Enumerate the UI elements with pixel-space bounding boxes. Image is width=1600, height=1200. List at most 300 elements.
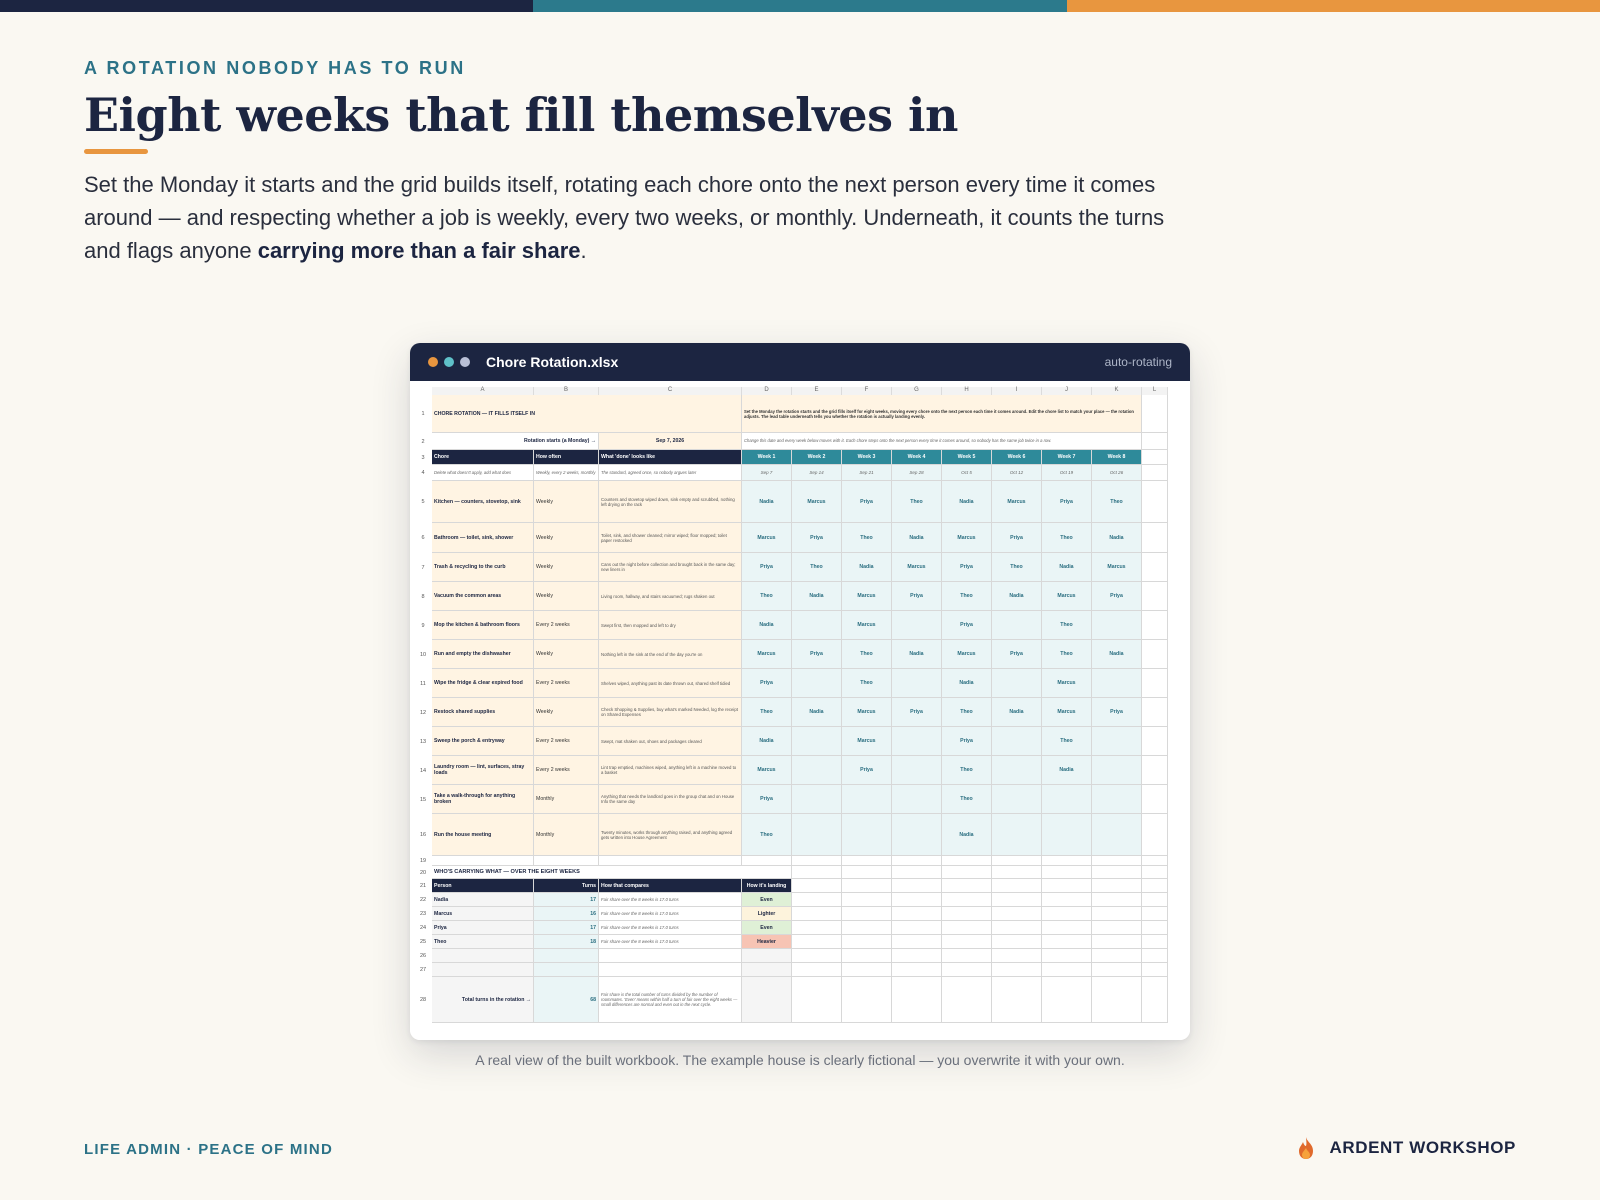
sheet-cell[interactable] bbox=[792, 949, 842, 963]
sheet-intro-note[interactable]: Set the Monday the rotation starts and the grid fills itself for eight weeks, moving every chore onto the next person each time it comes around. Edit the chore list to match your place — the rotation adjusts. The lead table underneath tells you whether the rotation is actually landing evenly. bbox=[742, 395, 1142, 433]
sheet-cell[interactable] bbox=[1042, 977, 1092, 1023]
column-header[interactable]: G bbox=[892, 387, 942, 395]
sheet-cell[interactable] bbox=[1042, 907, 1092, 921]
header-week[interactable]: Week 1 bbox=[742, 450, 792, 465]
row-number[interactable]: 28 bbox=[419, 997, 427, 1003]
start-date-note[interactable]: Change this date and every week below moves with it. Each chore steps onto the next person every time it comes around, so nobody has the same job twice in a row. bbox=[742, 433, 1142, 450]
column-header[interactable]: F bbox=[842, 387, 892, 395]
assignee-cell[interactable]: Priya bbox=[942, 727, 992, 756]
assignee-cell[interactable]: Marcus bbox=[742, 640, 792, 669]
sheet-cell[interactable] bbox=[892, 893, 942, 907]
row-number[interactable]: 23 bbox=[419, 911, 427, 917]
sheet-cell[interactable] bbox=[1042, 856, 1092, 866]
sheet-cell[interactable] bbox=[992, 893, 1042, 907]
week-date[interactable]: Oct 26 bbox=[1092, 465, 1142, 481]
sheet-cell[interactable] bbox=[842, 893, 892, 907]
header-week[interactable]: Week 3 bbox=[842, 450, 892, 465]
assignee-cell[interactable]: Priya bbox=[742, 785, 792, 814]
assignee-cell[interactable]: Theo bbox=[842, 523, 892, 553]
sheet-cell[interactable] bbox=[792, 977, 842, 1023]
sheet-cell[interactable] bbox=[534, 949, 599, 963]
week-date[interactable]: Oct 12 bbox=[992, 465, 1042, 481]
week-date[interactable]: Sep 7 bbox=[742, 465, 792, 481]
sheet-cell[interactable] bbox=[742, 977, 792, 1023]
assignee-cell[interactable]: Theo bbox=[942, 698, 992, 727]
assignee-cell[interactable]: Theo bbox=[1042, 727, 1092, 756]
assignee-cell[interactable]: Nadia bbox=[792, 698, 842, 727]
sheet-cell[interactable] bbox=[1142, 611, 1168, 640]
column-header[interactable]: K bbox=[1092, 387, 1142, 395]
summary-landing[interactable]: Heavier bbox=[742, 935, 792, 949]
row-number[interactable]: 6 bbox=[421, 535, 425, 541]
sheet-cell[interactable] bbox=[1142, 856, 1168, 866]
sheet-cell[interactable] bbox=[992, 977, 1042, 1023]
chore-name[interactable]: Run the house meeting bbox=[432, 814, 534, 856]
sheet-cell[interactable] bbox=[1142, 433, 1168, 450]
assignee-cell[interactable]: Theo bbox=[1042, 640, 1092, 669]
row-number[interactable]: 5 bbox=[421, 499, 425, 505]
chore-standard[interactable]: Counters and stovetop wiped down, sink empty and scrubbed, nothing left drying on the rack bbox=[599, 481, 742, 523]
header-frequency[interactable]: How often bbox=[534, 450, 599, 465]
sheet-cell[interactable] bbox=[599, 949, 742, 963]
sheet-cell[interactable] bbox=[792, 866, 842, 879]
chore-name[interactable]: Take a walk-through for anything broken bbox=[432, 785, 534, 814]
assignee-cell[interactable]: Priya bbox=[942, 611, 992, 640]
assignee-cell[interactable]: Theo bbox=[1042, 523, 1092, 553]
summary-landing[interactable]: Lighter bbox=[742, 907, 792, 921]
assignee-cell[interactable] bbox=[892, 669, 942, 698]
sheet-cell[interactable] bbox=[1142, 949, 1168, 963]
week-date[interactable]: Oct 19 bbox=[1042, 465, 1092, 481]
assignee-cell[interactable] bbox=[992, 669, 1042, 698]
header-week[interactable]: Week 2 bbox=[792, 450, 842, 465]
column-header[interactable]: C bbox=[599, 387, 742, 395]
row-number[interactable]: 8 bbox=[421, 593, 425, 600]
sheet-cell[interactable] bbox=[792, 893, 842, 907]
sheet-cell[interactable] bbox=[792, 963, 842, 977]
assignee-cell[interactable]: Theo bbox=[942, 756, 992, 785]
sheet-cell[interactable] bbox=[1042, 949, 1092, 963]
column-header[interactable]: J bbox=[1042, 387, 1092, 395]
chore-name[interactable]: Bathroom — toilet, sink, shower bbox=[432, 523, 534, 553]
summary-turns[interactable]: 17 bbox=[534, 893, 599, 907]
sheet-cell[interactable] bbox=[842, 949, 892, 963]
chore-frequency[interactable]: Every 2 weeks bbox=[534, 669, 599, 698]
header-week[interactable]: Week 6 bbox=[992, 450, 1042, 465]
sheet-cell[interactable] bbox=[892, 866, 942, 879]
total-turns[interactable]: 68 bbox=[534, 977, 599, 1023]
chore-standard[interactable]: Cans out the night before collection and brought back in the same day; new liners in bbox=[599, 553, 742, 582]
chore-standard[interactable]: Shelves wiped, anything past its date thrown out, shared shelf tidied bbox=[599, 669, 742, 698]
sheet-cell[interactable] bbox=[1092, 856, 1142, 866]
assignee-cell[interactable]: Marcus bbox=[792, 481, 842, 523]
sheet-cell[interactable] bbox=[432, 949, 534, 963]
sheet-cell[interactable] bbox=[792, 921, 842, 935]
sheet-cell[interactable] bbox=[1042, 893, 1092, 907]
sheet-cell[interactable] bbox=[1142, 450, 1168, 465]
sheet-cell[interactable] bbox=[1142, 963, 1168, 977]
summary-header-turns[interactable]: Turns bbox=[534, 879, 599, 893]
chore-standard[interactable]: Check Shopping & Supplies, buy what's marked Needed, log the receipt on Shared Expenses bbox=[599, 698, 742, 727]
total-label[interactable]: Total turns in the rotation → bbox=[432, 977, 534, 1023]
sheet-cell[interactable] bbox=[1142, 582, 1168, 611]
sheet-cell[interactable] bbox=[1142, 640, 1168, 669]
sheet-cell[interactable] bbox=[992, 963, 1042, 977]
sheet-cell[interactable] bbox=[792, 935, 842, 949]
assignee-cell[interactable]: Priya bbox=[992, 640, 1042, 669]
chore-standard[interactable]: Swept, mat shaken out, shoes and packages cleared bbox=[599, 727, 742, 756]
summary-person[interactable]: Theo bbox=[432, 935, 534, 949]
window-dot-teal[interactable] bbox=[444, 357, 454, 367]
sheet-cell[interactable] bbox=[842, 963, 892, 977]
assignee-cell[interactable]: Nadia bbox=[1092, 523, 1142, 553]
assignee-cell[interactable]: Marcus bbox=[842, 727, 892, 756]
assignee-cell[interactable]: Nadia bbox=[842, 553, 892, 582]
chore-frequency[interactable]: Monthly bbox=[534, 785, 599, 814]
row-number[interactable]: 14 bbox=[419, 767, 427, 774]
assignee-cell[interactable] bbox=[1092, 727, 1142, 756]
sheet-cell[interactable] bbox=[892, 977, 942, 1023]
chore-name[interactable]: Vacuum the common areas bbox=[432, 582, 534, 611]
assignee-cell[interactable] bbox=[1042, 814, 1092, 856]
row-number[interactable]: 3 bbox=[421, 454, 425, 461]
assignee-cell[interactable]: Nadia bbox=[792, 582, 842, 611]
chore-frequency[interactable]: Weekly bbox=[534, 698, 599, 727]
summary-person[interactable]: Marcus bbox=[432, 907, 534, 921]
sheet-cell[interactable] bbox=[1092, 935, 1142, 949]
chore-name[interactable]: Mop the kitchen & bathroom floors bbox=[432, 611, 534, 640]
assignee-cell[interactable] bbox=[1092, 814, 1142, 856]
assignee-cell[interactable] bbox=[792, 814, 842, 856]
assignee-cell[interactable]: Nadia bbox=[992, 698, 1042, 727]
assignee-cell[interactable] bbox=[792, 611, 842, 640]
assignee-cell[interactable]: Theo bbox=[1042, 611, 1092, 640]
sheet-cell[interactable] bbox=[842, 866, 892, 879]
spreadsheet-grid[interactable] bbox=[410, 381, 1190, 1040]
row-number[interactable]: 10 bbox=[419, 651, 427, 658]
summary-turns[interactable]: 16 bbox=[534, 907, 599, 921]
sheet-cell[interactable] bbox=[942, 856, 992, 866]
header-done[interactable]: What 'done' looks like bbox=[599, 450, 742, 465]
assignee-cell[interactable]: Nadia bbox=[1042, 553, 1092, 582]
assignee-cell[interactable]: Priya bbox=[1092, 698, 1142, 727]
assignee-cell[interactable]: Marcus bbox=[742, 523, 792, 553]
assignee-cell[interactable]: Priya bbox=[842, 756, 892, 785]
sheet-cell[interactable] bbox=[792, 856, 842, 866]
assignee-cell[interactable]: Nadia bbox=[1092, 640, 1142, 669]
assignee-cell[interactable] bbox=[892, 727, 942, 756]
chore-standard[interactable]: Swept first, then mopped and left to dry bbox=[599, 611, 742, 640]
sheet-cell[interactable] bbox=[1142, 465, 1168, 481]
assignee-cell[interactable]: Marcus bbox=[942, 640, 992, 669]
column-header[interactable]: E bbox=[792, 387, 842, 395]
sheet-cell[interactable] bbox=[1042, 935, 1092, 949]
sheet-cell[interactable] bbox=[992, 921, 1042, 935]
assignee-cell[interactable]: Theo bbox=[892, 481, 942, 523]
sheet-cell[interactable] bbox=[842, 935, 892, 949]
assignee-cell[interactable] bbox=[842, 814, 892, 856]
sheet-cell[interactable] bbox=[534, 963, 599, 977]
sheet-cell[interactable] bbox=[842, 879, 892, 893]
assignee-cell[interactable]: Theo bbox=[842, 640, 892, 669]
sheet-cell[interactable] bbox=[842, 977, 892, 1023]
sheet-cell[interactable] bbox=[742, 866, 792, 879]
chore-name[interactable]: Kitchen — counters, stovetop, sink bbox=[432, 481, 534, 523]
chore-frequency[interactable]: Weekly bbox=[534, 523, 599, 553]
chore-frequency[interactable]: Weekly bbox=[534, 640, 599, 669]
assignee-cell[interactable]: Marcus bbox=[1092, 553, 1142, 582]
assignee-cell[interactable]: Priya bbox=[942, 553, 992, 582]
chore-name[interactable]: Sweep the porch & entryway bbox=[432, 727, 534, 756]
sheet-cell[interactable] bbox=[942, 935, 992, 949]
assignee-cell[interactable]: Marcus bbox=[1042, 698, 1092, 727]
assignee-cell[interactable]: Nadia bbox=[942, 814, 992, 856]
row-number[interactable]: 16 bbox=[419, 832, 427, 838]
window-dot-orange[interactable] bbox=[428, 357, 438, 367]
assignee-cell[interactable]: Marcus bbox=[1042, 582, 1092, 611]
summary-header-landing[interactable]: How it's landing bbox=[742, 879, 792, 893]
column-header[interactable]: A bbox=[432, 387, 534, 395]
assignee-cell[interactable] bbox=[992, 727, 1042, 756]
sheet-cell[interactable] bbox=[1142, 785, 1168, 814]
week-date[interactable]: Sep 21 bbox=[842, 465, 892, 481]
row-number[interactable]: 21 bbox=[419, 883, 427, 889]
row-number[interactable]: 27 bbox=[419, 967, 427, 973]
chore-standard[interactable]: Anything that needs the landlord goes in the group chat and on House Info the same day bbox=[599, 785, 742, 814]
start-date-label[interactable]: Rotation starts (a Monday) → bbox=[432, 433, 599, 450]
sheet-cell[interactable] bbox=[1142, 921, 1168, 935]
row-number[interactable]: 4 bbox=[421, 470, 425, 476]
sheet-cell[interactable] bbox=[1142, 814, 1168, 856]
assignee-cell[interactable]: Nadia bbox=[1042, 756, 1092, 785]
row-number[interactable]: 20 bbox=[419, 869, 427, 876]
sheet-cell[interactable] bbox=[1092, 977, 1142, 1023]
sheet-cell[interactable] bbox=[842, 921, 892, 935]
assignee-cell[interactable]: Nadia bbox=[892, 523, 942, 553]
assignee-cell[interactable]: Marcus bbox=[942, 523, 992, 553]
row-number[interactable]: 26 bbox=[419, 953, 427, 959]
chore-standard[interactable]: Twenty minutes, works through anything raised, and anything agreed gets written into House Agreement bbox=[599, 814, 742, 856]
assignee-cell[interactable]: Theo bbox=[1092, 481, 1142, 523]
assignee-cell[interactable]: Priya bbox=[792, 523, 842, 553]
assignee-cell[interactable]: Marcus bbox=[842, 611, 892, 640]
assignee-cell[interactable]: Marcus bbox=[842, 698, 892, 727]
column-header[interactable]: L bbox=[1142, 387, 1168, 395]
summary-compare[interactable]: Fair share over the 8 weeks is 17.0 turns bbox=[599, 935, 742, 949]
assignee-cell[interactable]: Marcus bbox=[992, 481, 1042, 523]
sheet-cell[interactable] bbox=[942, 879, 992, 893]
week-date[interactable]: Sep 14 bbox=[792, 465, 842, 481]
assignee-cell[interactable] bbox=[1042, 785, 1092, 814]
hint-chore[interactable]: Delete what doesn't apply, add what does bbox=[432, 465, 534, 481]
sheet-cell[interactable] bbox=[892, 921, 942, 935]
summary-landing[interactable]: Even bbox=[742, 921, 792, 935]
row-number[interactable]: 25 bbox=[419, 939, 427, 945]
week-date[interactable]: Sep 28 bbox=[892, 465, 942, 481]
assignee-cell[interactable]: Theo bbox=[942, 785, 992, 814]
sheet-title[interactable]: CHORE ROTATION — IT FILLS ITSELF IN bbox=[432, 395, 742, 433]
summary-person[interactable]: Nadia bbox=[432, 893, 534, 907]
chore-frequency[interactable]: Every 2 weeks bbox=[534, 727, 599, 756]
column-header[interactable]: H bbox=[942, 387, 992, 395]
assignee-cell[interactable]: Priya bbox=[892, 582, 942, 611]
assignee-cell[interactable]: Nadia bbox=[742, 481, 792, 523]
sheet-cell[interactable] bbox=[892, 907, 942, 921]
sheet-cell[interactable] bbox=[1142, 523, 1168, 553]
chore-frequency[interactable]: Every 2 weeks bbox=[534, 611, 599, 640]
chore-name[interactable]: Wipe the fridge & clear expired food bbox=[432, 669, 534, 698]
row-number[interactable]: 19 bbox=[419, 858, 427, 864]
week-date[interactable]: Oct 5 bbox=[942, 465, 992, 481]
header-week[interactable]: Week 7 bbox=[1042, 450, 1092, 465]
assignee-cell[interactable]: Nadia bbox=[942, 481, 992, 523]
summary-turns[interactable]: 18 bbox=[534, 935, 599, 949]
summary-compare[interactable]: Fair share over the 8 weeks is 17.0 turns bbox=[599, 921, 742, 935]
row-number[interactable]: 7 bbox=[421, 564, 425, 571]
sheet-cell[interactable] bbox=[432, 963, 534, 977]
chore-frequency[interactable]: Monthly bbox=[534, 814, 599, 856]
sheet-cell[interactable] bbox=[942, 866, 992, 879]
assignee-cell[interactable] bbox=[792, 756, 842, 785]
assignee-cell[interactable]: Priya bbox=[742, 553, 792, 582]
sheet-cell[interactable] bbox=[992, 935, 1042, 949]
assignee-cell[interactable] bbox=[842, 785, 892, 814]
summary-compare[interactable]: Fair share over the 8 weeks is 17.0 turns bbox=[599, 893, 742, 907]
assignee-cell[interactable]: Theo bbox=[742, 582, 792, 611]
summary-person[interactable]: Priya bbox=[432, 921, 534, 935]
row-number[interactable]: 22 bbox=[419, 897, 427, 903]
assignee-cell[interactable] bbox=[792, 669, 842, 698]
sheet-cell[interactable] bbox=[792, 879, 842, 893]
sheet-cell[interactable] bbox=[742, 856, 792, 866]
sheet-cell[interactable] bbox=[1142, 893, 1168, 907]
assignee-cell[interactable] bbox=[792, 727, 842, 756]
assignee-cell[interactable] bbox=[892, 611, 942, 640]
sheet-cell[interactable] bbox=[892, 856, 942, 866]
assignee-cell[interactable]: Nadia bbox=[742, 611, 792, 640]
sheet-cell[interactable] bbox=[599, 856, 742, 866]
summary-turns[interactable]: 17 bbox=[534, 921, 599, 935]
assignee-cell[interactable] bbox=[992, 756, 1042, 785]
assignee-cell[interactable]: Theo bbox=[742, 814, 792, 856]
assignee-cell[interactable] bbox=[892, 814, 942, 856]
assignee-cell[interactable]: Priya bbox=[792, 640, 842, 669]
sheet-cell[interactable] bbox=[1142, 553, 1168, 582]
sheet-cell[interactable] bbox=[1142, 727, 1168, 756]
sheet-cell[interactable] bbox=[842, 856, 892, 866]
assignee-cell[interactable]: Priya bbox=[1092, 582, 1142, 611]
assignee-cell[interactable] bbox=[892, 756, 942, 785]
sheet-cell[interactable] bbox=[1092, 893, 1142, 907]
hint-frequency[interactable]: Weekly, every 2 weeks, monthly bbox=[534, 465, 599, 481]
header-week[interactable]: Week 8 bbox=[1092, 450, 1142, 465]
sheet-cell[interactable] bbox=[1142, 481, 1168, 523]
sheet-cell[interactable] bbox=[992, 949, 1042, 963]
assignee-cell[interactable]: Marcus bbox=[892, 553, 942, 582]
sheet-cell[interactable] bbox=[1092, 963, 1142, 977]
assignee-cell[interactable]: Marcus bbox=[842, 582, 892, 611]
chore-standard[interactable]: Toilet, sink, and shower cleaned; mirror wiped; floor mopped; toilet paper restocked bbox=[599, 523, 742, 553]
sheet-cell[interactable] bbox=[842, 907, 892, 921]
assignee-cell[interactable]: Theo bbox=[792, 553, 842, 582]
sheet-cell[interactable] bbox=[1142, 395, 1168, 433]
sheet-cell[interactable] bbox=[1142, 756, 1168, 785]
summary-header-person[interactable]: Person bbox=[432, 879, 534, 893]
assignee-cell[interactable]: Priya bbox=[742, 669, 792, 698]
sheet-cell[interactable] bbox=[1142, 879, 1168, 893]
row-number[interactable]: 11 bbox=[420, 680, 426, 687]
assignee-cell[interactable] bbox=[1092, 756, 1142, 785]
chore-frequency[interactable]: Weekly bbox=[534, 481, 599, 523]
sheet-cell[interactable] bbox=[942, 977, 992, 1023]
sheet-cell[interactable] bbox=[1142, 669, 1168, 698]
sheet-cell[interactable] bbox=[599, 963, 742, 977]
header-week[interactable]: Week 5 bbox=[942, 450, 992, 465]
sheet-cell[interactable] bbox=[1042, 879, 1092, 893]
total-note[interactable]: Fair share is the total number of turns divided by the number of roommates. 'Even' means within half a turn of fair over the eight weeks — small differences are normal and even out in the next cycle. bbox=[599, 977, 742, 1023]
assignee-cell[interactable]: Nadia bbox=[992, 582, 1042, 611]
chore-frequency[interactable]: Every 2 weeks bbox=[534, 756, 599, 785]
assignee-cell[interactable]: Priya bbox=[1042, 481, 1092, 523]
sheet-cell[interactable] bbox=[1142, 935, 1168, 949]
chore-name[interactable]: Run and empty the dishwasher bbox=[432, 640, 534, 669]
sheet-cell[interactable] bbox=[892, 963, 942, 977]
sheet-cell[interactable] bbox=[1042, 866, 1092, 879]
row-number[interactable]: 13 bbox=[419, 738, 427, 745]
assignee-cell[interactable]: Theo bbox=[942, 582, 992, 611]
sheet-cell[interactable] bbox=[432, 856, 534, 866]
assignee-cell[interactable]: Marcus bbox=[1042, 669, 1092, 698]
sheet-cell[interactable] bbox=[742, 963, 792, 977]
row-number[interactable]: 12 bbox=[419, 709, 427, 716]
sheet-cell[interactable] bbox=[942, 949, 992, 963]
sheet-cell[interactable] bbox=[534, 856, 599, 866]
sheet-cell[interactable] bbox=[1042, 921, 1092, 935]
assignee-cell[interactable] bbox=[1092, 785, 1142, 814]
sheet-cell[interactable] bbox=[942, 963, 992, 977]
assignee-cell[interactable] bbox=[992, 814, 1042, 856]
sheet-cell[interactable] bbox=[742, 949, 792, 963]
sheet-cell[interactable] bbox=[992, 856, 1042, 866]
assignee-cell[interactable]: Theo bbox=[992, 553, 1042, 582]
sheet-cell[interactable] bbox=[1142, 907, 1168, 921]
sheet-cell[interactable] bbox=[792, 907, 842, 921]
sheet-cell[interactable] bbox=[1092, 866, 1142, 879]
window-dot-lavender[interactable] bbox=[460, 357, 470, 367]
sheet-cell[interactable] bbox=[1092, 921, 1142, 935]
assignee-cell[interactable] bbox=[892, 785, 942, 814]
row-number[interactable]: 9 bbox=[421, 622, 425, 629]
sheet-cell[interactable] bbox=[892, 949, 942, 963]
header-chore[interactable]: Chore bbox=[432, 450, 534, 465]
summary-landing[interactable]: Even bbox=[742, 893, 792, 907]
sheet-cell[interactable] bbox=[1142, 977, 1168, 1023]
assignee-cell[interactable]: Nadia bbox=[742, 727, 792, 756]
sheet-cell[interactable] bbox=[942, 893, 992, 907]
assignee-cell[interactable]: Nadia bbox=[942, 669, 992, 698]
assignee-cell[interactable]: Theo bbox=[842, 669, 892, 698]
row-number[interactable]: 2 bbox=[421, 438, 425, 445]
sheet-cell[interactable] bbox=[992, 879, 1042, 893]
sheet-cell[interactable] bbox=[1142, 866, 1168, 879]
assignee-cell[interactable]: Priya bbox=[992, 523, 1042, 553]
sheet-cell[interactable] bbox=[1092, 907, 1142, 921]
chore-frequency[interactable]: Weekly bbox=[534, 553, 599, 582]
sheet-cell[interactable] bbox=[942, 907, 992, 921]
summary-header-compare[interactable]: How that compares bbox=[599, 879, 742, 893]
assignee-cell[interactable]: Marcus bbox=[742, 756, 792, 785]
sheet-cell[interactable] bbox=[892, 879, 942, 893]
